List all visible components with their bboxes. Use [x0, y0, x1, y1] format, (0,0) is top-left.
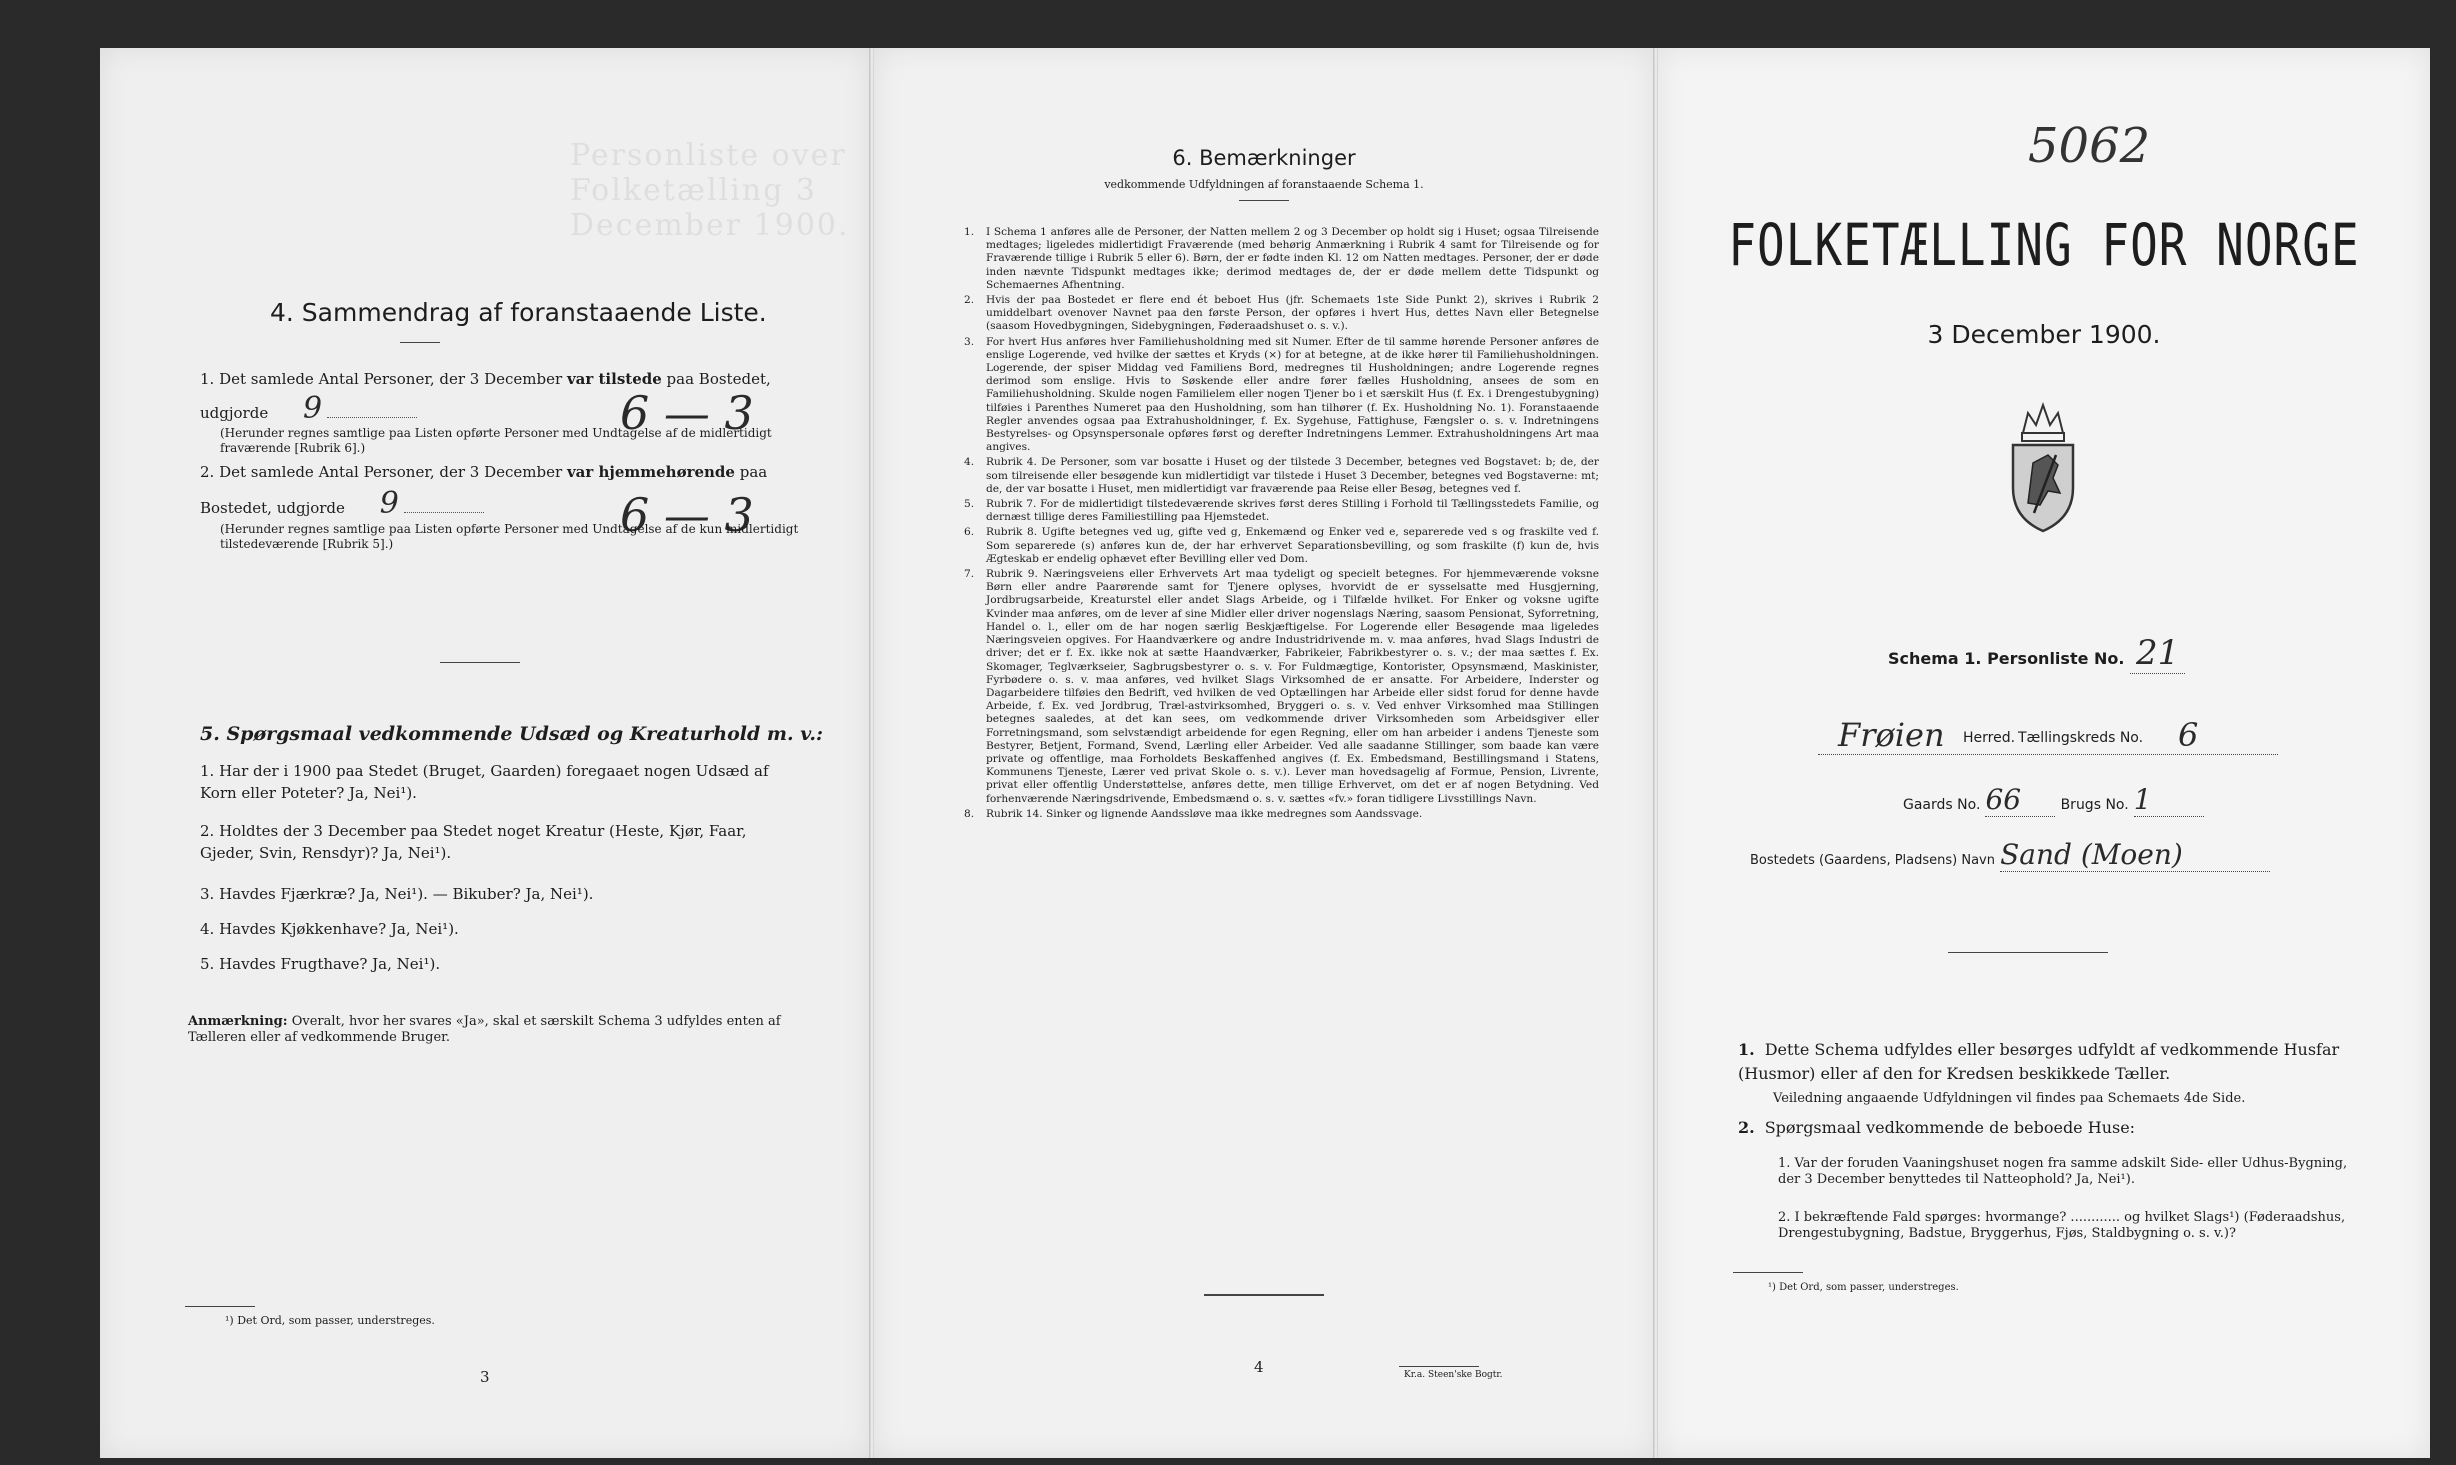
section-4-title: 4. Sammendrag af foranstaaende Liste. [270, 298, 767, 327]
remark-text: Rubrik 7. For de midlertidigt tilstedeværende skrives først deres Stilling i Forhold til Tællingsstedets Familie, og dernæst tillige deres Familiestilling paa Hjemstedet. [986, 498, 1599, 524]
remarks-title: 6. Bemærkninger [1172, 146, 1356, 170]
herred-label: Herred. [1963, 730, 2016, 746]
census-cover-page [1658, 48, 2430, 1458]
remark-text: Rubrik 9. Næringsveiens eller Erhvervets Art maa tydeligt og specielt betegnes. For hjemmeværende voksne Børn eller andre Paarørende samt for Tjenere oplyses, hvorvidt de er sysselsatte med Husgjerning, Jordbrugsarbeide, Kreaturstel eller andet Slags Arbeide, og i Tilfælde hvilket. For Enker og voksne ugifte Kvinder maa anføres, om de lever af sine Midler eller driver nogenslags Næring, saasom Pensionat, Syforretning, Handel o. l., eller om de har nogen særlig Beskjæftigelse. For Logerende eller Besøgende maa ligeledes Næringsveien opgives. For Haandværkere og andre Industridrivende m. v. maa anføres, hvad Slags Industri de driver; det er f. Ex. ikke nok at sætte Haandværker, Fabrikeier, Fabrikbestyrer o. s. v.; der maa sættes f. Ex. Skomager, Teglværkseier, Sagbrugsbestyrer o. s. v. For Fuldmægtige, Kontorister, Opsynsmænd, Maskinister, Fyrbødere o. s. v. maa anføres, ved hvilket Slags Virksomhed de er ansatte. For Arbeidere, Inderster og Dagarbeidere tilføies den Bedrift, ved hvilken de ved Optællingen har Arbeide eller sidst forud for denne havde Arbeide, f. Ex. ved Jordbrug, Træl-astvirksomhed, Bryggeri o. s. v. Ved enhver Virksomhed maa Stillingen betegnes saaledes, at det kan sees, om vedkommende driver Virksomheden som Arbeidsgiver eller Forretningsmand, som selvstændigt arbeidende for egen Regning, eller om han arbeider i andens Tjeneste som Bestyrer, Betjent, Formand, Svend, Lærling eller Arbeider. Ved alle saadanne Stillinger, som baade kan være private og offentlige, maa Forholdets Beskaffenhed angives (f. Ex. Embedsmand, Bestillingsmand i Statens, Kommunens Tjeneste, Lærer ved privat Skole o. s. v.). Lever man hovedsagelig af Formue, Pension, Livrente, privat eller offentlig Understøttelse, anføres dette, men tillige Erhvervet, om det er af nogen Betydning. Ved forhenværende Næringsdrivende, Embedsmænd o. s. v. sættes «fv.» foran tidligere Livsstillings Navn. [986, 568, 1599, 805]
remark-text: Rubrik 4. De Personer, som var bosatte i Huset og der tilstede 3 December, betegnes ved Bogstavet: b; de, der som tilreisende eller besøgende kun midlertidigt var tilstede i Huset 3 December, betegnes ved Bogstaverne: mt; de, der var bosatte i Huset, men midlertidigt var fraværende paa Reise eller Besøg, betegnes ved f. [986, 456, 1599, 495]
question-sowing: 1. Har der i 1900 paa Stedet (Bruget, Gaarden) foregaaet nogen Udsæd af Korn eller Poteter? Ja, Nei¹). [200, 762, 769, 802]
house-question-2: 2. I bekræftende Fald spørges: hvormange? ............ og hvilket Slags¹) (Føderaadshus, Drengestubygning, Badstue, Bryggerhus, Fjøs, Staldbygning o. s. v.)? [1778, 1210, 2346, 1241]
printer-imprint: Kr.a. Steen'ske Bogtr. [1404, 1370, 1503, 1380]
divider [400, 342, 440, 343]
divider [1204, 1294, 1324, 1296]
bosted-line: Bostedets (Gaardens, Pladsens) Navn Sand (Moen) [1750, 838, 2330, 872]
kreds-number: 6 [2178, 716, 2199, 754]
remark-item [964, 336, 1599, 455]
footnote: ¹) Det Ord, som passer, understreges. [1768, 1282, 1959, 1293]
remark-item [964, 526, 1599, 566]
footnote-rule [185, 1306, 255, 1307]
house-question-1: 1. Var der foruden Vaaningshuset nogen fra samme adskilt Side- eller Udhus-Bygning, der 3 December benyttedes til Natteophold? Ja, Nei¹). [1778, 1156, 2348, 1187]
summary-item-resident-count: Bostedet, udgjorde 9 [200, 493, 795, 519]
handwritten-count: 9 [302, 391, 323, 426]
instruction-2: 2. Spørgsmaal vedkommende de beboede Huse: [1738, 1118, 2136, 1137]
summary-item-present-count: udgjorde 9 [200, 398, 795, 424]
remarks-subtitle: vedkommende Udfyldningen af foranstaaende Schema 1. [1104, 178, 1424, 191]
section-5-title: 5. Spørgsmaal vedkommende Udsæd og Kreaturhold m. v.: [200, 723, 823, 745]
census-page-4 [874, 48, 1654, 1458]
handwritten-breakdown: 6 — 3 [620, 386, 754, 440]
handwritten-count: 9 [379, 486, 399, 521]
question-kitchen-garden: 4. Havdes Kjøkkenhave? Ja, Nei¹). [200, 920, 459, 938]
remark-item [964, 226, 1599, 292]
remark-number: 1. [964, 226, 975, 238]
remark-number: 2. [964, 294, 975, 307]
remark-item [964, 568, 1599, 806]
remark-text: I Schema 1 anføres alle de Personer, der Natten mellem 2 og 3 December op holdt sig i Huset; ogsaa Tilreisende medtages; ligeledes midlertidigt Fraværende (med behørig Anmærkning i Rubrik 4 samt for Tilreisende og for Fraværende tillige i Rubrik 5 eller 6). Børn, der er fødte inden Kl. 12 om Natten medtages. Personer, der er døde inden nævnte Tidspunkt medtages ikke; derimod medtages de, der er døde mellem dette Tidspunkt og Schemaernes Afhentning. [986, 226, 1599, 291]
schema-label: Schema 1. Personliste No. 21 [1888, 633, 2185, 673]
coat-of-arms-icon [1998, 393, 2088, 533]
footnote: ¹) Det Ord, som passer, understreges. [225, 1314, 435, 1327]
census-date: 3 December 1900. [1927, 320, 2161, 349]
remark-item [964, 456, 1599, 496]
herred-value: Frøien [1838, 716, 1945, 754]
remark-item [964, 498, 1599, 524]
remark-text: Rubrik 14. Sinker og lignende Aandssløve maa ikke medregnes som Aandssvage. [986, 807, 1423, 820]
herred-line [1818, 716, 2278, 755]
brugs-number: 1 [2134, 783, 2204, 817]
remark-number: 3. [964, 335, 975, 348]
remark-number: 8. [964, 807, 975, 820]
summary-note-resident: (Herunder regnes samtlige paa Listen opførte Personer med Undtagelse af de kun midlertidigt tilstedeværende [Rubrik 5].) [220, 522, 799, 551]
bleed-through-text: Personliste over Folketælling 3 December 1900. [570, 138, 850, 243]
remark-number: 7. [964, 568, 975, 581]
divider [1948, 952, 2108, 953]
question-orchard: 5. Havdes Frugthave? Ja, Nei¹). [200, 955, 441, 973]
remarks-list [964, 226, 1599, 823]
summary-item-resident: 2. Det samlede Antal Personer, der 3 December var hjemmehørende paa [200, 463, 768, 481]
bosted-value: Sand (Moen) [2000, 838, 2270, 872]
question-poultry-beehives: 3. Havdes Fjærkræ? Ja, Nei¹). — Bikuber? Ja, Nei¹). [200, 885, 594, 903]
page-number: 3 [480, 1368, 490, 1386]
page-number: 4 [1254, 1358, 1264, 1376]
personliste-number: 21 [2130, 633, 2185, 674]
remark-text: For hvert Hus anføres hver Familiehusholdning med sit Numer. Efter de til samme hørende Personer anføres de enslige Logerende, ved hvilke der sættes et Kryds (×) for at betegne, at de ikke hører til Familiehusholdningen. Logerende, der spiser Middag ved Familiens Bord, medregnes til Husholdningen; andre Logerende regnes derimod som enslige. Hvis to Søskende eller andre fører fælles Husholdning, ansees de som en Familiehusholdning. Skulde nogen Familielem eller nogen Tjener bo i et særskilt Hus (f. Ex. i Drengestubygning) tilføies i Parenthes Numeret paa den Husholdning, som han tilhører (f. Ex. Husholdning No. 1). Foranstaaende Regler anvendes ogsaa paa Extrahusholdninger, f. Ex. Sygehuse, Fattighuse, Fængsler o. s. v. Indretningens Bestyrelses- og Opsynspersonale opføres først og derefter Indretningens Lemmer. Extrahusholdningens Art maa angives. [986, 335, 1599, 454]
question-livestock: 2. Holdtes der 3 December paa Stedet noget Kreatur (Heste, Kjør, Faar, Gjeder, Svin, Rensdyr)? Ja, Nei¹). [200, 822, 747, 862]
remark-item [964, 808, 1599, 821]
census-title: FOLKETÆLLING FOR NORGE [1728, 211, 2360, 279]
remark-text: Rubrik 8. Ugifte betegnes ved ug, gifte ved g, Enkemænd og Enker ved e, separerede ved s og fraskilte ved f. Som separerede (s) anføres kun de, der har erhvervet Separationsbevilling, og som fraskilte (f) kun de, hvis Ægteskab er endelig ophævet efter Bevilling eller ved Dom. [986, 526, 1599, 565]
divider [1239, 200, 1289, 201]
remark-number: 6. [964, 526, 975, 539]
remark: Anmærkning: Overalt, hvor her svares «Ja», skal et særskilt Schema 3 udfyldes enten af Tælleren eller af vedkommende Bruger. [188, 1014, 781, 1045]
divider [440, 662, 520, 663]
kreds-label: Tællingskreds No. [2018, 730, 2144, 746]
remark-number: 4. [964, 456, 975, 469]
remark-number: 5. [964, 498, 975, 511]
instruction-1: 1. Dette Schema udfyldes eller besørges udfyldt af vedkommende Husfar (Husmor) eller af den for Kredsen beskikkede Tæller. [1738, 1040, 2340, 1083]
gaards-number: 66 [1985, 783, 2055, 817]
summary-item-present: 1. Det samlede Antal Personer, der 3 December var tilstede paa Bostedet, [200, 370, 771, 388]
handwritten-breakdown: 6 — 3 [620, 488, 754, 542]
gaards-line: Gaards No. 66 Brugs No. 1 [1903, 783, 2204, 817]
instruction-1-note: Veiledning angaaende Udfyldningen vil findes paa Schemaets 4de Side. [1773, 1091, 2246, 1106]
remark-text: Hvis der paa Bostedet er flere end ét beboet Hus (jfr. Schemaets 1ste Side Punkt 2), skrives i Rubrik 2 umiddelbart ovenover Navnet paa den første Person, der opføres i hvert Hus, dettes Navn eller Betegnelse (saasom Hovedbygningen, Sidebygningen, Føderaadshuset o. s. v.). [986, 294, 1599, 333]
summary-note-present: (Herunder regnes samtlige paa Listen opførte Personer med Undtagelse af de midlertidigt fraværende [Rubrik 6].) [220, 426, 772, 455]
imprint-rule [1399, 1366, 1479, 1367]
footnote-rule [1733, 1272, 1803, 1273]
census-page-3 [100, 48, 870, 1458]
remark-item [964, 294, 1599, 334]
archive-number: 5062 [2028, 118, 2151, 174]
